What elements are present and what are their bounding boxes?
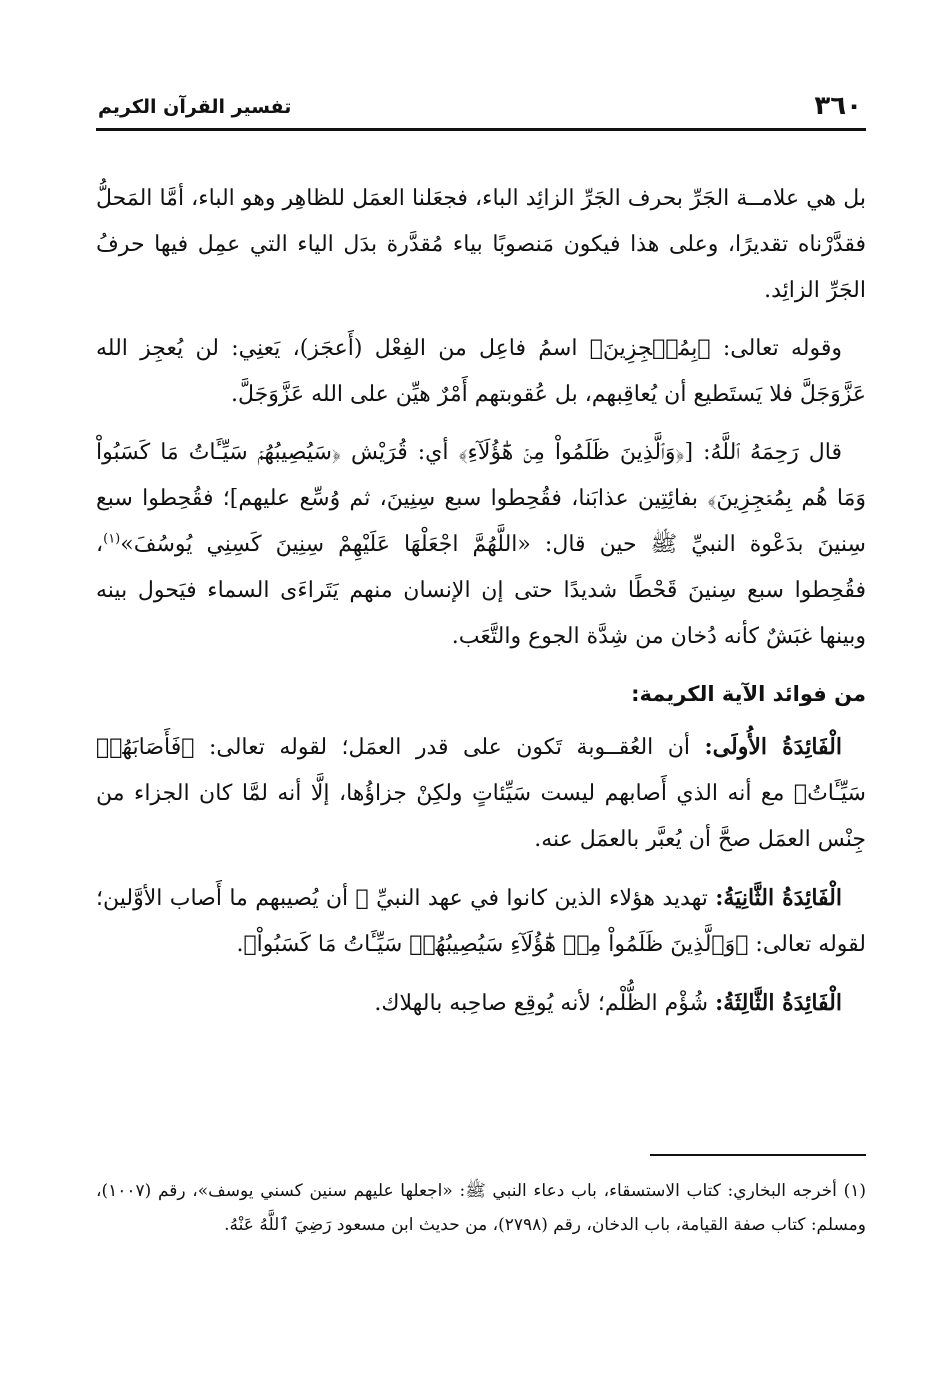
benefit-label: الْفَائِدَةُ الأُولَى: bbox=[704, 734, 842, 760]
footnote-divider bbox=[650, 1154, 866, 1156]
header-divider bbox=[96, 128, 866, 131]
paragraph: بل هي علامــة الجَرِّ بحرف الجَرِّ الزائِد الباء، فجعَلنا العمَل للظاهِر وهو الباء، أمَّا المَحلُّ فقدَّرْناه تقديرًا، وعلى هذا فيكون مَنصوبًا بياء مُقدَّرة بدَل الياء التي عمِل فيها حرفُ الجَرِّ الزائِد. bbox=[96, 186, 866, 303]
paragraph: وقوله تعالى: ﴿بِمُعۡجِزِينَ﴾ اسمُ فاعِل من الفِعْل (أَعجَز)، يَعنِي: لن يُعجِز الله عَزَّوَجَلَّ فلا يَستَطيع أن يُعاقِبهم، بل عُقوبتهم أَمْرٌ هيِّن على الله عَزَّوَجَلَّ. bbox=[96, 336, 866, 407]
benefit-label: الْفَائِدَةُ الثَّانِيَةُ: bbox=[715, 885, 842, 911]
main-text bbox=[96, 176, 866, 1039]
page-header bbox=[96, 88, 866, 128]
benefit-paragraph bbox=[96, 875, 866, 968]
benefit-label: الْفَائِدَةُ الثَّالِثَةُ: bbox=[715, 990, 842, 1016]
benefit-paragraph bbox=[96, 724, 866, 863]
benefit-text: أن العُقــوبة تَكون على قدر العمَل؛ لقوله تعالى: ﴿فَأَصَابَهُمۡ سَيِّـَٔاتُ﴾ مع أنه الذي أَصابهم ليست سَيِّئاتٍ ولكِنْ جزاؤُها، إلَّا أنه لمَّا كان الجزاء من جِنْس العمَل صحَّ أن يُعبَّر بالعمَل عنه. bbox=[96, 735, 866, 852]
benefit-text: شُؤْم الظُّلْم؛ لأنه يُوقِع صاحِبه بالهلاك. bbox=[374, 991, 716, 1016]
footnote-reference[interactable]: (١) bbox=[103, 531, 121, 547]
footnote: (١) أخرجه البخاري: كتاب الاستسقاء، باب دعاء النبي ﷺ: «اجعلها عليهم سنين كسني يوسف»، رقم (١٠٠٧)، ومسلم: كتاب صفة القيامة، باب الدخان، رقم (٢٧٩٨)، من حديث ابن مسعود رَضِيَ ٱللَّهُ عَنْهُ. bbox=[96, 1181, 866, 1235]
page-number: ٣٦٠ bbox=[814, 91, 862, 121]
benefit-paragraph bbox=[96, 980, 866, 1027]
paragraph bbox=[96, 430, 866, 660]
benefit-text: تهديد هؤلاء الذين كانوا في عهد النبيِّ ﷺ أن يُصيبهم ما أَصاب الأوَّلين؛ لقوله تعالى: ﴿وَٱلَّذِينَ ظَلَمُواْ مِنۡ هَٰٓؤُلَآءِ سَيُصِيبُهُمۡ سَيِّـَٔاتُ مَا كَسَبُواْ﴾. bbox=[96, 886, 866, 957]
paragraph-text: ، فقُحِطوا سبع سِنينَ قَحْطًا شديدًا حتى إن الإنسان منهم يَتَراءَى السماء فيَحول بينه وبينها غبَشٌ كأنه دُخان من شِدَّة الجوع والتَّعَب. bbox=[96, 532, 866, 649]
section-heading: من فوائد الآية الكريمة: bbox=[631, 682, 866, 706]
paragraph-text: قال رَحِمَهُ ٱللَّهُ: [﴿وَٱلَّذِينَ ظَلَمُواْ مِنۡ هَٰٓؤُلَآءِ﴾ أي: قُرَيْش ﴿سَيُصِيبُهُمۡ سَيِّـَٔاتُ مَا كَسَبُواْ وَمَا هُم بِمُعۡجِزِينَ﴾ بفائِتِين عذابَنا، فقُحِطوا سبع سِنِينَ، ثم وُسِّع عليهم]؛ فقُحِطوا سبع سِنينَ بدَعْوة النبيِّ ﷺ حين قال: «اللَّهُمَّ اجْعَلْهَا عَلَيْهِمْ سِنِينَ كَسِنِي يُوسُفَ» bbox=[96, 440, 866, 557]
running-title: تفسير القرآن الكريم bbox=[98, 96, 292, 118]
